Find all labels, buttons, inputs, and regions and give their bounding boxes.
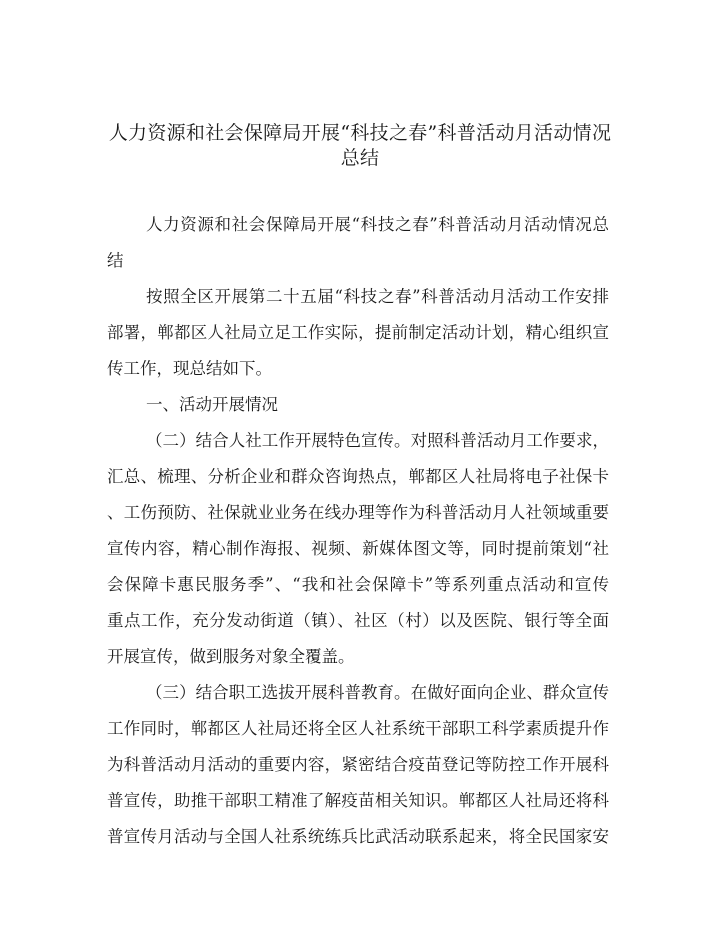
- body-line: 传工作，现总结如下。: [107, 359, 272, 378]
- body-line: 工作同时，郸都区人社局还将全区人社系统干部职工科学素质提升作: [107, 719, 609, 738]
- body-line: 按照全区开展第二十五届“科技之春”科普活动月活动工作安排: [146, 287, 609, 306]
- body-line: 会保障卡惠民服务季”、“我和社会保障卡”等系列重点活动和宣传: [107, 575, 609, 594]
- section-heading: 一、活动开展情况: [146, 395, 278, 414]
- document-title: [100, 121, 620, 171]
- title-line-1: 人力资源和社会保障局开展“科技之春”科普活动月活动情况: [108, 122, 612, 144]
- body-line: 部署，郸都区人社局立足工作实际，提前制定活动计划，精心组织宣: [107, 323, 609, 342]
- body-line: 宣传内容，精心制作海报、视频、新媒体图文等，同时提前策划“社: [107, 539, 609, 558]
- body-line: 开展宣传，做到服务对象全覆盖。: [107, 647, 355, 666]
- body-line: 普宣传月活动与全国人社系统练兵比武活动联系起来，将全民国家安: [107, 827, 609, 846]
- body-line: 重点工作，充分发动街道（镇）、社区（村）以及医院、银行等全面: [107, 611, 609, 630]
- body-line: 人力资源和社会保障局开展“科技之春”科普活动月活动情况总: [146, 215, 609, 234]
- body-line: 、工伤预防、社保就业业务在线办理等作为科普活动月人社领域重要: [107, 503, 609, 522]
- body-line: 汇总、梳理、分析企业和群众咨询热点，郸都区人社局将电子社保卡: [107, 467, 609, 486]
- body-line: 普宣传，助推干部职工精准了解疫苗相关知识。郸都区人社局还将科: [107, 791, 609, 810]
- title-line-2: 总结: [340, 147, 380, 169]
- body-line: （二）结合人社工作开展特色宣传。对照科普活动月工作要求，: [146, 431, 609, 450]
- body-line: （三）结合职工选拔开展科普教育。在做好面向企业、群众宣传: [146, 683, 609, 702]
- body-line: 结: [107, 251, 124, 270]
- body-line: 为科普活动月活动的重要内容，紧密结合疫苗登记等防控工作开展科: [107, 755, 609, 774]
